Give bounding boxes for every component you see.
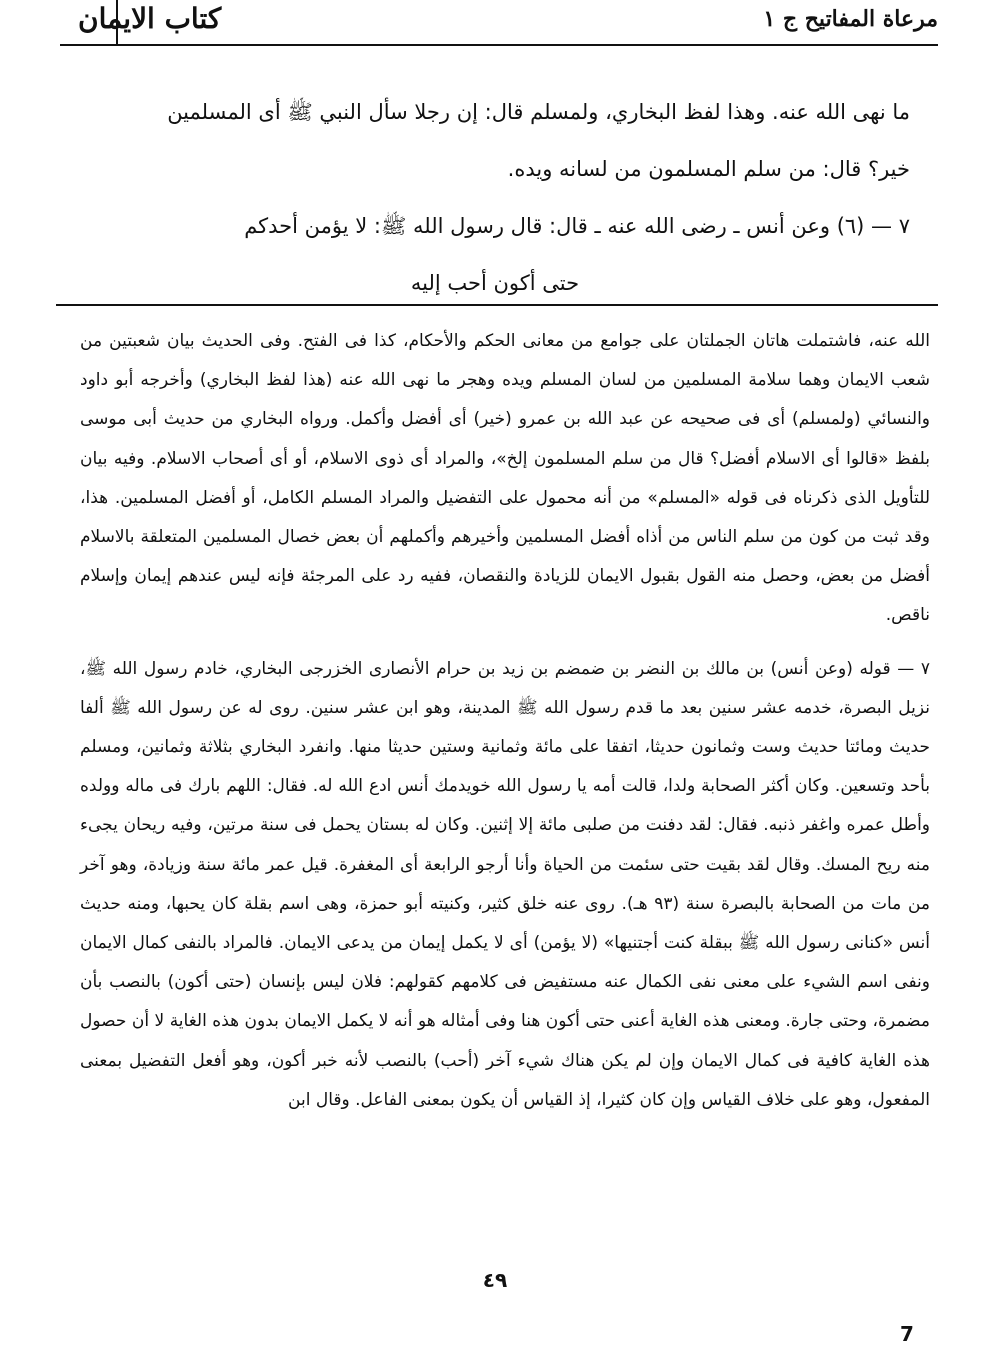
page-header	[60, 0, 938, 40]
hadith-line: ٧ — (٦) وعن أنس ـ رضى الله عنه ـ قال: قال رسول الله ﷺ: لا يؤمن أحدكم	[244, 214, 910, 238]
commentary-paragraph: ٧ — قوله (وعن أنس) بن مالك بن النضر بن ضمضم بن زيد بن حرام الأنصارى الخزرجى البخاري، خادم رسول الله ﷺ، نزيل البصرة، خدمه عشر سنين بعد ما قدم رسول الله ﷺ المدينة، وهو ابن عشر سنين. روى له عن رسول الله ﷺ ألفا حديث ومائتا حديث وست وثمانون حديثا، اتفقا على مائة وثمانية وستين حديثا منها. وانفرد البخاري بثلاثة وثمانين، ومسلم بأحد وتسعين. وكان أكثر الصحابة ولدا، قالت أمه يا رسول الله خويدمك أنس ادع الله له. فقال: اللهم بارك فى ماله وولده وأطل عمره واغفر ذنبه. فقال: لقد دفنت من صلبى مائة إلا إثنين. وكان له بستان يحمل فى سنة مرتين، وفيه ريحان يجىء منه ريح المسك. وقال لقد بقيت حتى سئمت من الحياة وأنا أرجو الرابعة أى المغفرة. قيل عمر مائة سنة وزيادة، وهو آخر من مات من الصحابة بالبصرة سنة (٩٣ هـ). روى عنه خلق كثير، وكنيته أبو حمزة، وهى اسم بقلة كان يحبها، ومنه حديث أنس «كنانى رسول الله ﷺ ببقلة كنت أجتنيها» (لا يؤمن) أى لا يكمل إيمان من يدعى الايمان. فالمراد بالنفى كمال الايمان ونفى اسم الشيء على معنى نفى الكمال عنه مستفيض فى كلامهم كقولهم: فلان ليس بإنسان (حتى أكون) بالنصب بأن مضمرة، وحتى جارة. ومعنى هذه الغاية أعنى حتى أكون هنا وفى أمثاله هو أنه لا يكمل الايمان بدون هذه الغاية لا أن حصول هذه الغاية كافية فى كمال الايمان وإن لم يكن هناك شيء آخر (أحب) بالنصب لأنه خبر أكون، وهو أفعل التفضيل بمعنى المفعول، وهو على خلاف القياس وإن كان كثيرا، إذ القياس أن يكون بمعنى الفاعل. وقال ابن	[80, 658, 930, 1110]
commentary-text	[80, 322, 930, 1134]
hadith-line: ما نهى الله عنه. وهذا لفظ البخاري، ولمسلم قال: إن رجلا سأل النبي ﷺ أى المسلمين	[167, 100, 910, 124]
chapter-title: كتاب الايمان	[78, 2, 222, 35]
hadith-line: حتى أكون أحب إليه	[410, 271, 580, 295]
page-number: ٤٩	[482, 1268, 508, 1292]
section-divider	[56, 304, 938, 306]
commentary-paragraph: الله عنه، فاشتملت هاتان الجملتان على جوامع من معانى الحكم والأحكام، كذا فى الفتح. وفى الحديث بيان شعبتين من شعب الايمان وهما سلامة المسلمين من لسان المسلم ويده وهجر ما نهى الله عنه (هذا لفظ البخاري) وأخرجه أبو داود والنسائي (ولمسلم) أى فى صحيحه عن عبد الله بن عمرو (خير) أى أفضل وأكمل. ورواه البخاري من حديث أبى موسى بلفظ «قالوا أى الاسلام أفضل؟ قال من سلم المسلمون إلخ»، والمراد أى ذوى الاسلام، أو أى أصحاب الاسلام. وفيه بيان للتأويل الذى ذكرناه فى قوله «المسلم» من أنه محمول على التفضيل والمراد المسلم الكامل، أو أفضل المسلمين. هذا، وقد ثبت من كون من سلم الناس من أذاه أفضل المسلمين وأخيرهم وأكملهم أن بعض خصال المسلمين المتعلقة بالاسلام أفضل من بعض، وحصل منه القول بقبول الايمان للزيادة والنقصان، ففيه رد على المرجئة فإنه ليس عندهم إيمان وإسلام ناقص.	[80, 331, 930, 626]
header-rule	[60, 44, 938, 46]
hadith-line: خير؟ قال: من سلم المسلمون من لسانه ويده.	[507, 157, 910, 181]
scan-number: 7	[900, 1322, 914, 1346]
hadith-text	[80, 84, 910, 312]
book-volume-title: مرعاة المفاتيح ج ١	[763, 6, 938, 32]
